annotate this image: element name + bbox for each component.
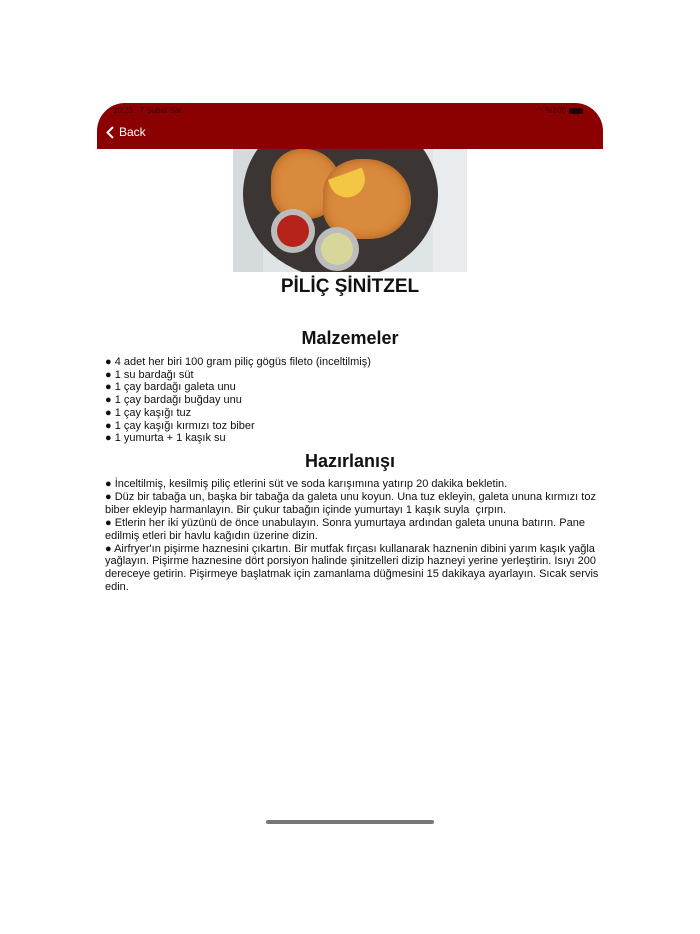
ingredients-heading: Malzemeler	[301, 328, 399, 348]
status-date: 7 Şubat Sal	[139, 106, 182, 115]
ingredient-item: ● 1 çay bardağı galeta unu	[105, 381, 236, 394]
step-item: ● Airfryer'ın pişirme haznesini çıkartın. Bir mutfak fırçası kullanarak haznenin dibini yarım kaşık yağla yağlayın. Pişirme haznesine dört porsiyon halinde şinitzelleri dizip hazneyi yerine yerleştirin. Isıyı 200 dereceye getirin. Pişirmeye başlatmak için zamanlama düğmesini 15 dakikaya ayarlayın. Sıcak servis edin.	[105, 542, 602, 594]
step-item: ● Etlerin her iki yüzünü de önce unabulayın. Sonra yumurtaya ardından galeta ununa batırın. Pane edilmiş etleri bir havlu kağıdın üzerine dizin.	[105, 516, 589, 542]
ingredients-list	[105, 356, 600, 445]
battery-percent: %100	[545, 106, 566, 115]
wifi-icon: ◠	[535, 106, 543, 115]
ingredient-item: ● 1 su bardağı süt	[105, 368, 194, 381]
step-item: ● Düz bir tabağa un, başka bir tabağa da galeta unu koyun. Una tuz ekleyin, galeta ununa kırmızı toz biber ekleyip harmanlayın. Bir çukur tabağın içinde yumurtayı 1 kaşık suyla çırpın.	[105, 490, 600, 516]
recipe-title: PİLİÇ ŞİNİTZEL	[280, 276, 420, 297]
back-button[interactable]	[106, 125, 146, 139]
ingredient-item: ● 1 çay kaşığı tuz	[105, 406, 192, 419]
steps-heading: Hazırlanışı	[304, 451, 396, 471]
step-item: ● İnceltilmiş, kesilmiş piliç etlerini süt ve soda karışımına yatırıp 20 dakika bekletin.	[105, 478, 508, 490]
recipe-photo	[233, 149, 467, 272]
steps-list	[105, 478, 600, 594]
ingredient-item: ● 1 çay bardağı buğday unu	[105, 394, 242, 407]
ingredient-item: ● 1 çay kaşığı kırmızı toz biber	[105, 419, 255, 432]
navigation-bar	[97, 103, 603, 149]
status-bar-right	[536, 106, 583, 115]
status-bar-left	[113, 106, 181, 115]
home-indicator[interactable]	[266, 820, 434, 824]
status-time: 10:23	[113, 106, 134, 115]
ingredient-item: ● 4 adet her biri 100 gram piliç gögüs fileto (inceltilmiş)	[105, 356, 371, 368]
back-label: Back	[119, 125, 146, 139]
battery-icon	[569, 108, 583, 114]
ingredient-item: ● 1 yumurta + 1 kaşık su	[105, 432, 226, 445]
chevron-left-icon	[106, 126, 114, 139]
